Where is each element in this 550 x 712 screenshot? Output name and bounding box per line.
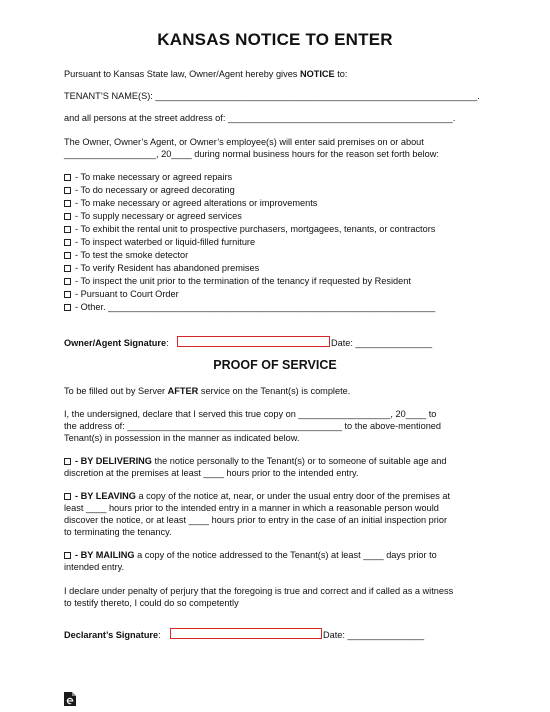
mailing-line-2: intended entry. (64, 562, 125, 572)
entry-date-field[interactable]: __________________, 20____ during normal business hours for the reason set forth below: (64, 149, 439, 159)
reason-item[interactable]: - To supply necessary or agreed services (64, 210, 242, 222)
checkbox-icon[interactable] (64, 458, 71, 465)
reason-item[interactable]: - To test the smoke detector (64, 249, 188, 261)
declarant-signature-row: Declarant’s Signature: (64, 630, 161, 640)
declarant-date-field[interactable]: Date: _______________ (323, 630, 425, 640)
reason-item[interactable]: - To make necessary or agreed alterations or improvements (64, 197, 317, 209)
checkbox-icon[interactable] (64, 200, 71, 207)
checkbox-icon[interactable] (64, 187, 71, 194)
owner-signature-label: Owner/Agent Signature (64, 338, 167, 348)
proof-of-service-heading: PROOF OF SERVICE (213, 358, 337, 372)
reason-item[interactable]: - To inspect waterbed or liquid-filled furniture (64, 236, 255, 248)
checkbox-icon[interactable] (64, 226, 71, 233)
reason-item[interactable]: - To exhibit the rental unit to prospective purchasers, mortgagees, tenants, or contractors (64, 223, 435, 235)
reason-item-other[interactable]: - Other. ________________________________________________________________ (64, 301, 435, 313)
delivering-line-2: discretion at the premises at least ____ hours prior to the intended entry. (64, 468, 359, 478)
owner-signature-row: Owner/Agent Signature: (64, 338, 169, 348)
document-title: KANSAS NOTICE TO ENTER (157, 30, 393, 49)
checkbox-icon[interactable] (64, 239, 71, 246)
checkbox-icon[interactable] (64, 278, 71, 285)
entry-intro-line-1: The Owner, Owner’s Agent, or Owner’s employee(s) will enter said premises on or about (64, 137, 424, 147)
declarant-signature-label: Declarant’s Signature (64, 630, 159, 640)
leaving-line-4: to terminating the tenancy. (64, 527, 172, 537)
checkbox-icon[interactable] (64, 213, 71, 220)
declare-line-1[interactable]: I, the undersigned, declare that I served this true copy on __________________, 20____ to (64, 409, 437, 419)
delivering-option[interactable]: - BY DELIVERING the notice personally to the Tenant(s) or to someone of suitable age and (64, 455, 446, 467)
checkbox-icon[interactable] (64, 291, 71, 298)
leaving-line-2: least ____ hours prior to the intended entry in a manner in which a reasonable person would (64, 503, 439, 513)
checkbox-icon[interactable] (64, 552, 71, 559)
street-address-field[interactable]: and all persons at the street address of: ____________________________________________. (64, 113, 456, 123)
proof-intro-line: To be filled out by Server AFTER service on the Tenant(s) is complete. (64, 386, 351, 396)
intro-line (64, 68, 347, 80)
tenant-names-field[interactable]: TENANT’S NAME(S): _______________________________________________________________. (64, 91, 480, 101)
checkbox-icon[interactable] (64, 493, 71, 500)
reason-item[interactable]: - To do necessary or agreed decorating (64, 184, 235, 196)
owner-signature-field[interactable] (177, 336, 330, 347)
reason-item[interactable]: - Pursuant to Court Order (64, 288, 179, 300)
owner-date-field[interactable]: Date: _______________ (331, 338, 433, 348)
checkbox-icon[interactable] (64, 265, 71, 272)
intro-notice: NOTICE (299, 69, 335, 79)
checkbox-icon[interactable] (64, 252, 71, 259)
perjury-line-2: to testify thereto, I could do so competently (64, 598, 239, 608)
declare-line-2[interactable]: the address of: __________________________________________ to the above-mentioned (64, 421, 442, 431)
checkbox-icon[interactable] (64, 304, 71, 311)
leaving-option[interactable]: - BY LEAVING a copy of the notice at, near, or under the usual entry door of the premises at (64, 490, 450, 502)
leaving-line-3: discover the notice, or at least ____ hours prior to entry in the case of an initial inspection prior (64, 515, 448, 525)
reason-item[interactable]: - To inspect the unit prior to the termination of the tenancy if requested by Resident (64, 275, 411, 287)
intro-pre: Pursuant to Kansas State law, Owner/Agent hereby gives (64, 69, 300, 79)
eforms-logo-icon (64, 692, 76, 706)
declarant-signature-field[interactable] (170, 628, 322, 639)
perjury-line-1: I declare under penalty of perjury that the foregoing is true and correct and if called as a witness (64, 586, 454, 596)
reason-item[interactable]: - To verify Resident has abandoned premises (64, 262, 259, 274)
intro-post: to: (334, 69, 348, 79)
mailing-option[interactable]: - BY MAILING a copy of the notice addressed to the Tenant(s) at least ____ days prior to (64, 549, 437, 561)
declare-line-3: Tenant(s) in possession in the manner as indicated below. (64, 433, 300, 443)
checkbox-icon[interactable] (64, 174, 71, 181)
reason-item[interactable]: - To make necessary or agreed repairs (64, 171, 232, 183)
